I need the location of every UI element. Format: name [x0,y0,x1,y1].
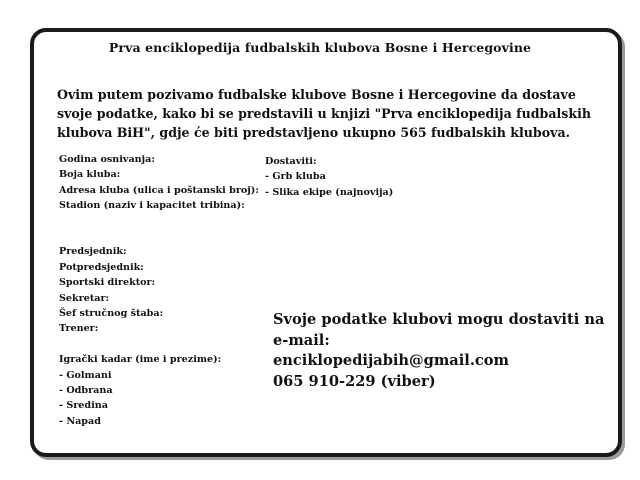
squad-heading: Igrački kadar (ime i prezime): [59,354,222,366]
field-sportski-direktor: Sportski direktor: [59,277,156,289]
contact-block [273,310,604,392]
field-godina-osnivanja: Godina osnivanja: [59,154,155,165]
squad-item-napad: - Napad [59,415,101,427]
contact-email: enciklopedijabih@gmail.com [273,352,509,369]
deliver-item-grb: - Grb kluba [265,171,326,183]
form-fields-column [59,152,259,429]
deliver-heading: Dostaviti: [265,156,317,167]
field-trener: Trener: [59,323,99,335]
deliver-item-slika: - Slika ekipe (najnovija) [265,186,394,198]
field-predsjednik: Predsjednik: [59,246,127,258]
deliver-column [265,154,393,200]
contact-phone: 065 910-229 (viber) [273,372,436,390]
contact-line-2: e-mail: [273,331,330,349]
field-stadion: Stadion (naziv i kapacitet tribina): [59,200,245,212]
field-sef-strucnog-staba: Šef stručnog štaba: [59,308,164,320]
squad-item-golmani: - Golmani [59,369,112,381]
squad-item-sredina: - Sredina [59,400,108,412]
squad-item-odbrana: - Odbrana [59,385,113,397]
field-sekretar: Sekretar: [59,292,110,304]
field-potpredsjednik: Potpredsjednik: [59,261,144,273]
page-title: Prva enciklopedija fudbalskih klubova Bosne i Hercegovine [108,40,532,55]
contact-line-1: Svoje podatke klubovi mogu dostaviti na [273,311,605,328]
field-boja-kluba: Boja kluba: [59,169,121,181]
intro-paragraph: Ovim putem pozivamo fudbalske klubove Bosne i Hercegovine da dostave svoje podatke, kako bi se predstavili u knjizi "Prva enciklopedija fudbalskih klubova BiH", gdje će biti predstavljeno ukupno 565 fudbalskih klubova. [57,87,592,140]
field-adresa-kluba: Adresa kluba (ulica i poštanski broj): [59,184,259,196]
